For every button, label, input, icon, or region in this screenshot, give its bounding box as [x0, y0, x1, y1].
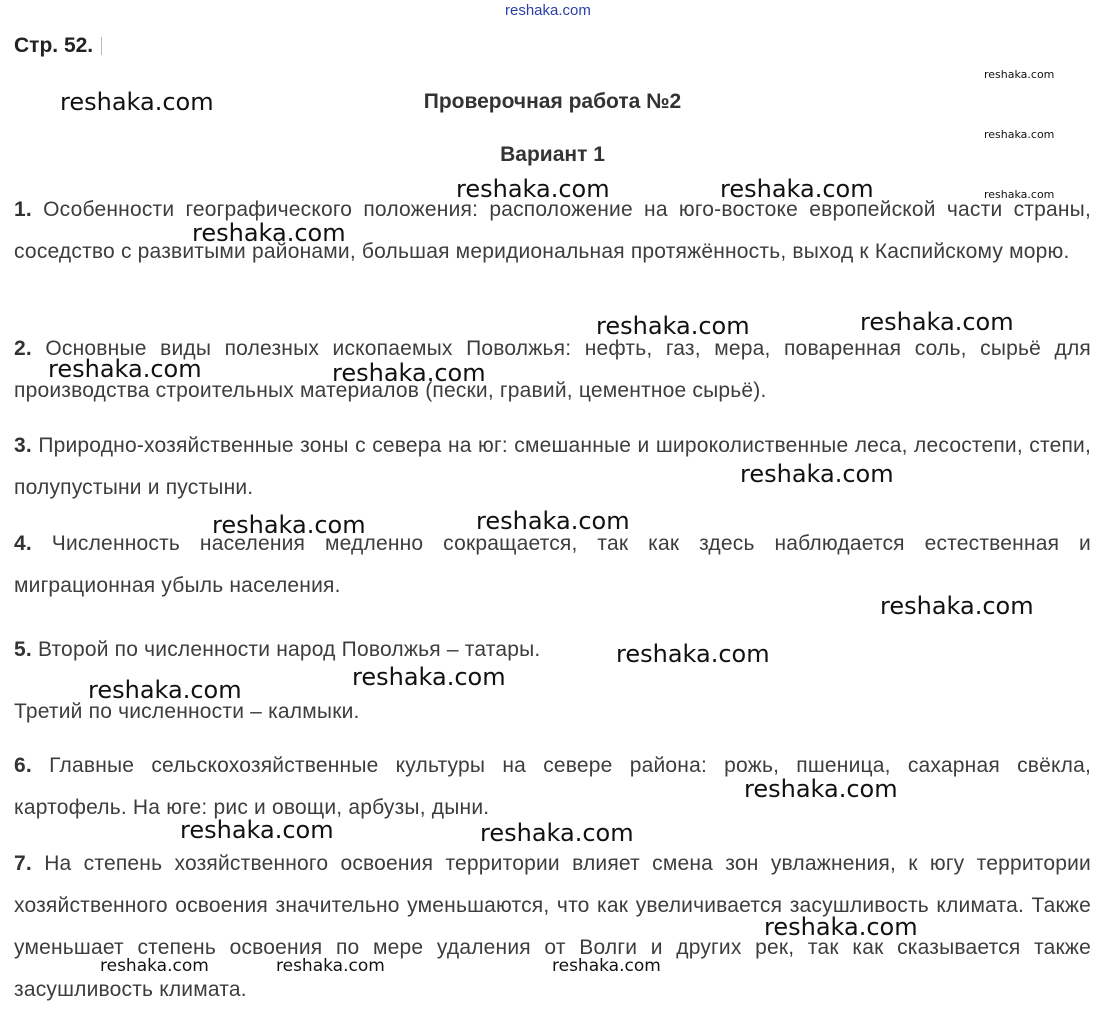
watermark: reshaka.com: [100, 956, 209, 976]
text-cursor: [101, 37, 102, 55]
answer-7: [14, 843, 1091, 1011]
watermark: reshaka.com: [860, 308, 1014, 336]
watermark: reshaka.com: [48, 355, 202, 383]
watermark: reshaka.com: [192, 219, 346, 247]
watermark: reshaka.com: [984, 188, 1055, 201]
answer-number: 7.: [14, 852, 32, 875]
answer-number: 3.: [14, 434, 32, 457]
watermark: reshaka.com: [764, 913, 918, 941]
watermark: reshaka.com: [352, 663, 506, 691]
watermark: reshaka.com: [212, 511, 366, 539]
answer-number: 5.: [14, 638, 32, 661]
answer-text: Природно-хозяйственные зоны с севера на юг: смешанные и широколиственные леса, лесостепи, степи, полупустыни и пустыни.: [14, 434, 1091, 499]
answer-6: [14, 745, 1091, 829]
watermark: reshaka.com: [480, 819, 634, 847]
watermark: reshaka.com: [720, 175, 874, 203]
answer-text: Особенности географического положения: расположение на юго-востоке европейской части страны, соседство с развитыми районами, большая меридиональная протяжённость, выход к Каспийскому морю.: [14, 198, 1091, 263]
watermark: reshaka.com: [744, 775, 898, 803]
answer-5-continuation: Третий по численности – калмыки.: [14, 700, 360, 723]
answer-number: 6.: [14, 754, 32, 777]
watermark: reshaka.com: [180, 816, 334, 844]
variant-title: Вариант 1: [500, 143, 605, 166]
answer-text: Численность населения медленно сокращается, так как здесь наблюдается естественная и миграционная убыль населения.: [14, 532, 1091, 597]
answer-5: [14, 629, 1091, 671]
answer-text: На степень хозяйственного освоения территории влияет смена зон увлажнения, к югу территории хозяйственного освоения значительно уменьшаются, что как увеличивается засушливость климата. Также уменьшает степень освоения по мере удаления от Волги и других рек, так как сказывается также засушливость климата.: [14, 852, 1091, 1001]
watermark: reshaka.com: [616, 640, 770, 668]
watermark: reshaka.com: [880, 592, 1034, 620]
watermark: reshaka.com: [984, 128, 1055, 141]
watermark: reshaka.com: [984, 68, 1055, 81]
watermark: reshaka.com: [596, 312, 750, 340]
watermark: reshaka.com: [276, 956, 385, 976]
watermark: reshaka.com: [456, 175, 610, 203]
watermark: reshaka.com: [332, 359, 486, 387]
watermark: reshaka.com: [60, 88, 214, 116]
answer-number: 2.: [14, 337, 32, 360]
answer-number: 1.: [14, 198, 32, 221]
watermark: reshaka.com: [476, 507, 630, 535]
top-watermark-link[interactable]: reshaka.com: [505, 2, 591, 19]
page-reference-text: Стр. 52.: [14, 34, 94, 57]
answer-3: [14, 425, 1091, 509]
watermark: reshaka.com: [740, 460, 894, 488]
answer-text: Основные виды полезных ископаемых Поволжья: нефть, газ, мера, поваренная соль, сырьё для производства строительных материалов (пески, гравий, цементное сырьё).: [14, 337, 1091, 402]
answer-text: Второй по численности народ Поволжья – татары.: [37, 638, 541, 661]
watermark: reshaka.com: [88, 676, 242, 704]
page-title: Проверочная работа №2: [423, 90, 682, 113]
answer-text: Главные сельскохозяйственные культуры на севере района: рожь, пшеница, сахарная свёкла, картофель. На юге: рис и овощи, арбузы, дыни.: [14, 754, 1091, 819]
page-reference: [14, 34, 102, 58]
answer-number: 4.: [14, 532, 32, 555]
watermark: reshaka.com: [552, 956, 661, 976]
